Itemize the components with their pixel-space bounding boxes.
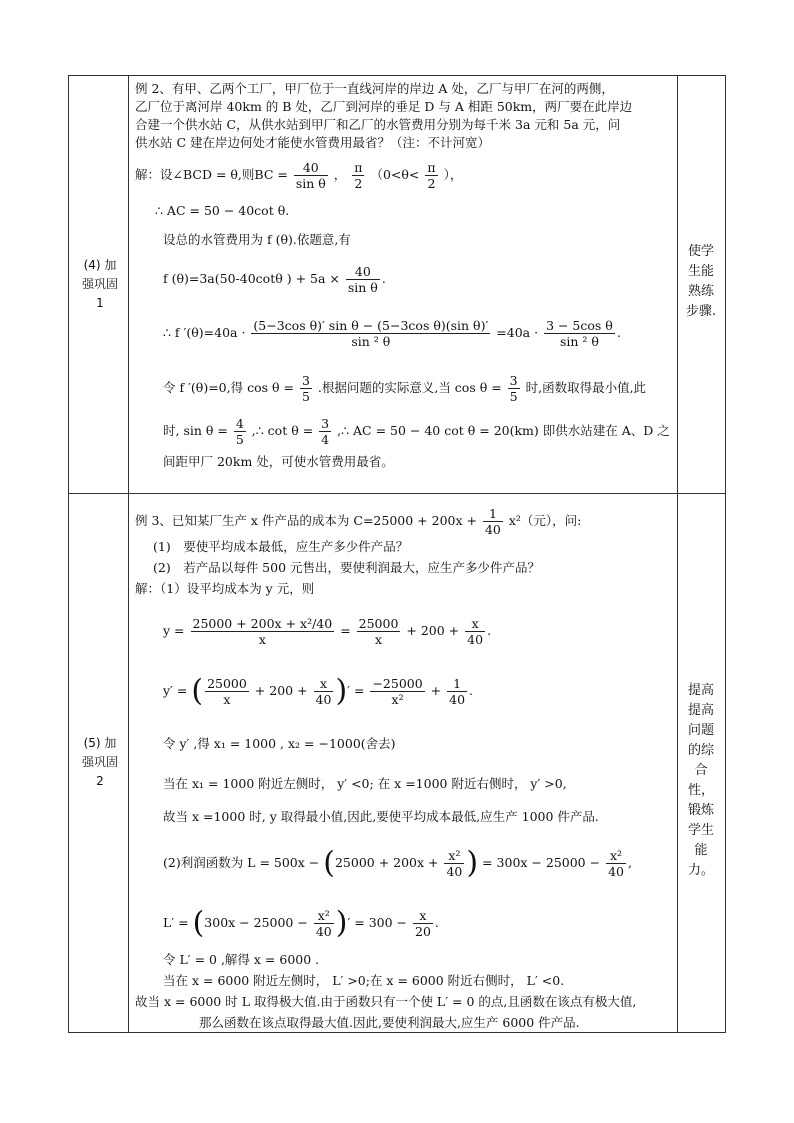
row2-solution-step-2: 当在 x₁ = 1000 附近左侧时， y′ <0; 在 x =1000 附近右侧时， y′ >0, <box>163 776 567 791</box>
row2-solution-step-7: 那么函数在该点取得最大值.因此,要使利润最大,应生产 6000 件产品. <box>199 1015 580 1030</box>
row1-problem-line-4: 供水站 C 建在岸边何处才能使水管费用最省？（注：不计河宽） <box>135 135 491 150</box>
row1-solution-line-4: f (θ)=3a(50-40cotθ ) + 5a × $\frac{40}{\text{sin θ}}$ . <box>163 264 386 295</box>
row2-question-1: (1) 要使平均成本最低，应生产多少件产品？ <box>153 539 409 554</box>
row1-problem-line-3: 合建一个供水站 C，从供水站到甲厂和乙厂的水管费用分别为每千米 3a 元和 5a 元，问 <box>135 117 621 132</box>
row2-question-2: (2) 若产品以每件 500 元售出，要使利润最大，应生产多少件产品？ <box>153 560 541 575</box>
row2-solution-intro: 解：（1）设平均成本为 y 元，则 <box>135 581 315 596</box>
row1-problem-line-1: 例 2、有甲、乙两个工厂，甲厂位于一直线河岸的岸边 A 处，乙厂与甲厂在河的两侧， <box>135 81 614 96</box>
row2-solution-step-4: 令 L′ = 0 ,解得 x = 6000 . <box>163 952 320 967</box>
lesson-table <box>68 75 726 1033</box>
row2-solution-step-6: 故当 x = 6000 时 L 取得极大值.由于函数只有一个使 L′ = 0 的点,且函数在该点有极大值, <box>135 994 637 1009</box>
row1-solution-line-7: 时, sin θ = $\frac{4}{5}$ ,∴ cot θ = $\frac{3}{4}$ ,∴ AC = 50 − 40 cot θ = 20(km) 即供水站建在 A、D 之 <box>163 416 670 447</box>
row2-solution-step-1: 令 y′ ,得 x₁ = 1000 , x₂ = −1000(舍去) <box>163 736 396 751</box>
row2-label: (5) 加 强巩固 2 <box>81 736 118 788</box>
row1-problem-line-2: 乙厂位于离河岸 40km 的 B 处，乙厂到河岸的垂足 D 与 A 相距 50km，两厂要在此岸边 <box>135 99 633 114</box>
row2-derivative-formula: y′ = ( $\frac{25000}{x}$ + 200 + $\frac{x}{40}$ )′ = $\frac{-25000}{\text{x²}}$ + $\frac{1}{40}$ . <box>163 673 474 709</box>
row2-solution-step-3: 故当 x =1000 时, y 取得最小值,因此,要使平均成本最低,应生产 1000 件产品. <box>163 809 599 824</box>
row2-profit-derivative: L′ = (300x − 25000 − $\frac{\text{x²}}{40}$ )′ = 300 − $\frac{x}{20}$ . <box>163 905 439 941</box>
row1-solution-line-1: 解：设∠BCD = θ,则BC = $\frac{40}{\text{sin θ}}$ ， $\frac{\pi}{2}$ （0<θ< $\frac{\pi}{2}$ ）， <box>135 160 463 191</box>
row1-note: 使学 生能 熟练 步骤. <box>685 244 717 319</box>
column-divider-2 <box>677 76 678 1032</box>
row2-problem-line-1: 例 3、已知某厂生产 x 件产品的成本为 C=25000 + 200x + $\frac{1}{40}$ x²（元），问: <box>135 506 582 537</box>
row2-average-cost-formula: y = $\frac{\text{25000 + 200x + x²/40}}{x}$ = $\frac{25000}{x}$ + 200 + $\frac{x}{40}$ . <box>163 616 492 647</box>
column-divider-1 <box>128 76 129 1032</box>
row1-solution-line-5: ∴ f ′(θ)=40a · $\frac{\text{(5−3cos θ)′ sin θ − (5−3cos θ)(sin θ)′}}{\text{sin ² θ}}$ =40a · $\frac{\text{3 − 5cos θ}}{\text{sin ² θ}}$ . <box>163 318 621 349</box>
row1-solution-line-2: ∴ AC = 50 − 40cot θ. <box>155 203 290 218</box>
row2-solution-step-5: 当在 x = 6000 附近左侧时， L′ >0;在 x = 6000 附近右侧时， L′ <0. <box>163 973 565 988</box>
row1-solution-line-3: 设总的水管费用为 f (θ).依题意,有 <box>163 232 351 247</box>
row1-label: (4) 加 强巩固 1 <box>81 258 118 310</box>
row-divider <box>69 493 725 494</box>
row1-solution-line-6: 令 f ′(θ)=0,得 cos θ = $\frac{3}{5}$ .根据问题的实际意义,当 cos θ = $\frac{3}{5}$ 时,函数取得最小值,此 <box>163 373 647 404</box>
row2-note: 提高 提高 问题 的综 合性， 锻炼 学生 能力。 <box>687 683 714 878</box>
row2-profit-formula: (2)利润函数为 L = 500x − (25000 + 200x + $\frac{\text{x²}}{40}$ ) = 300x − 25000 − $\frac{\text{x²}}{40}$ , <box>163 845 632 881</box>
row1-solution-line-8: 间距甲厂 20km 处，可使水管费用最省。 <box>163 454 394 469</box>
